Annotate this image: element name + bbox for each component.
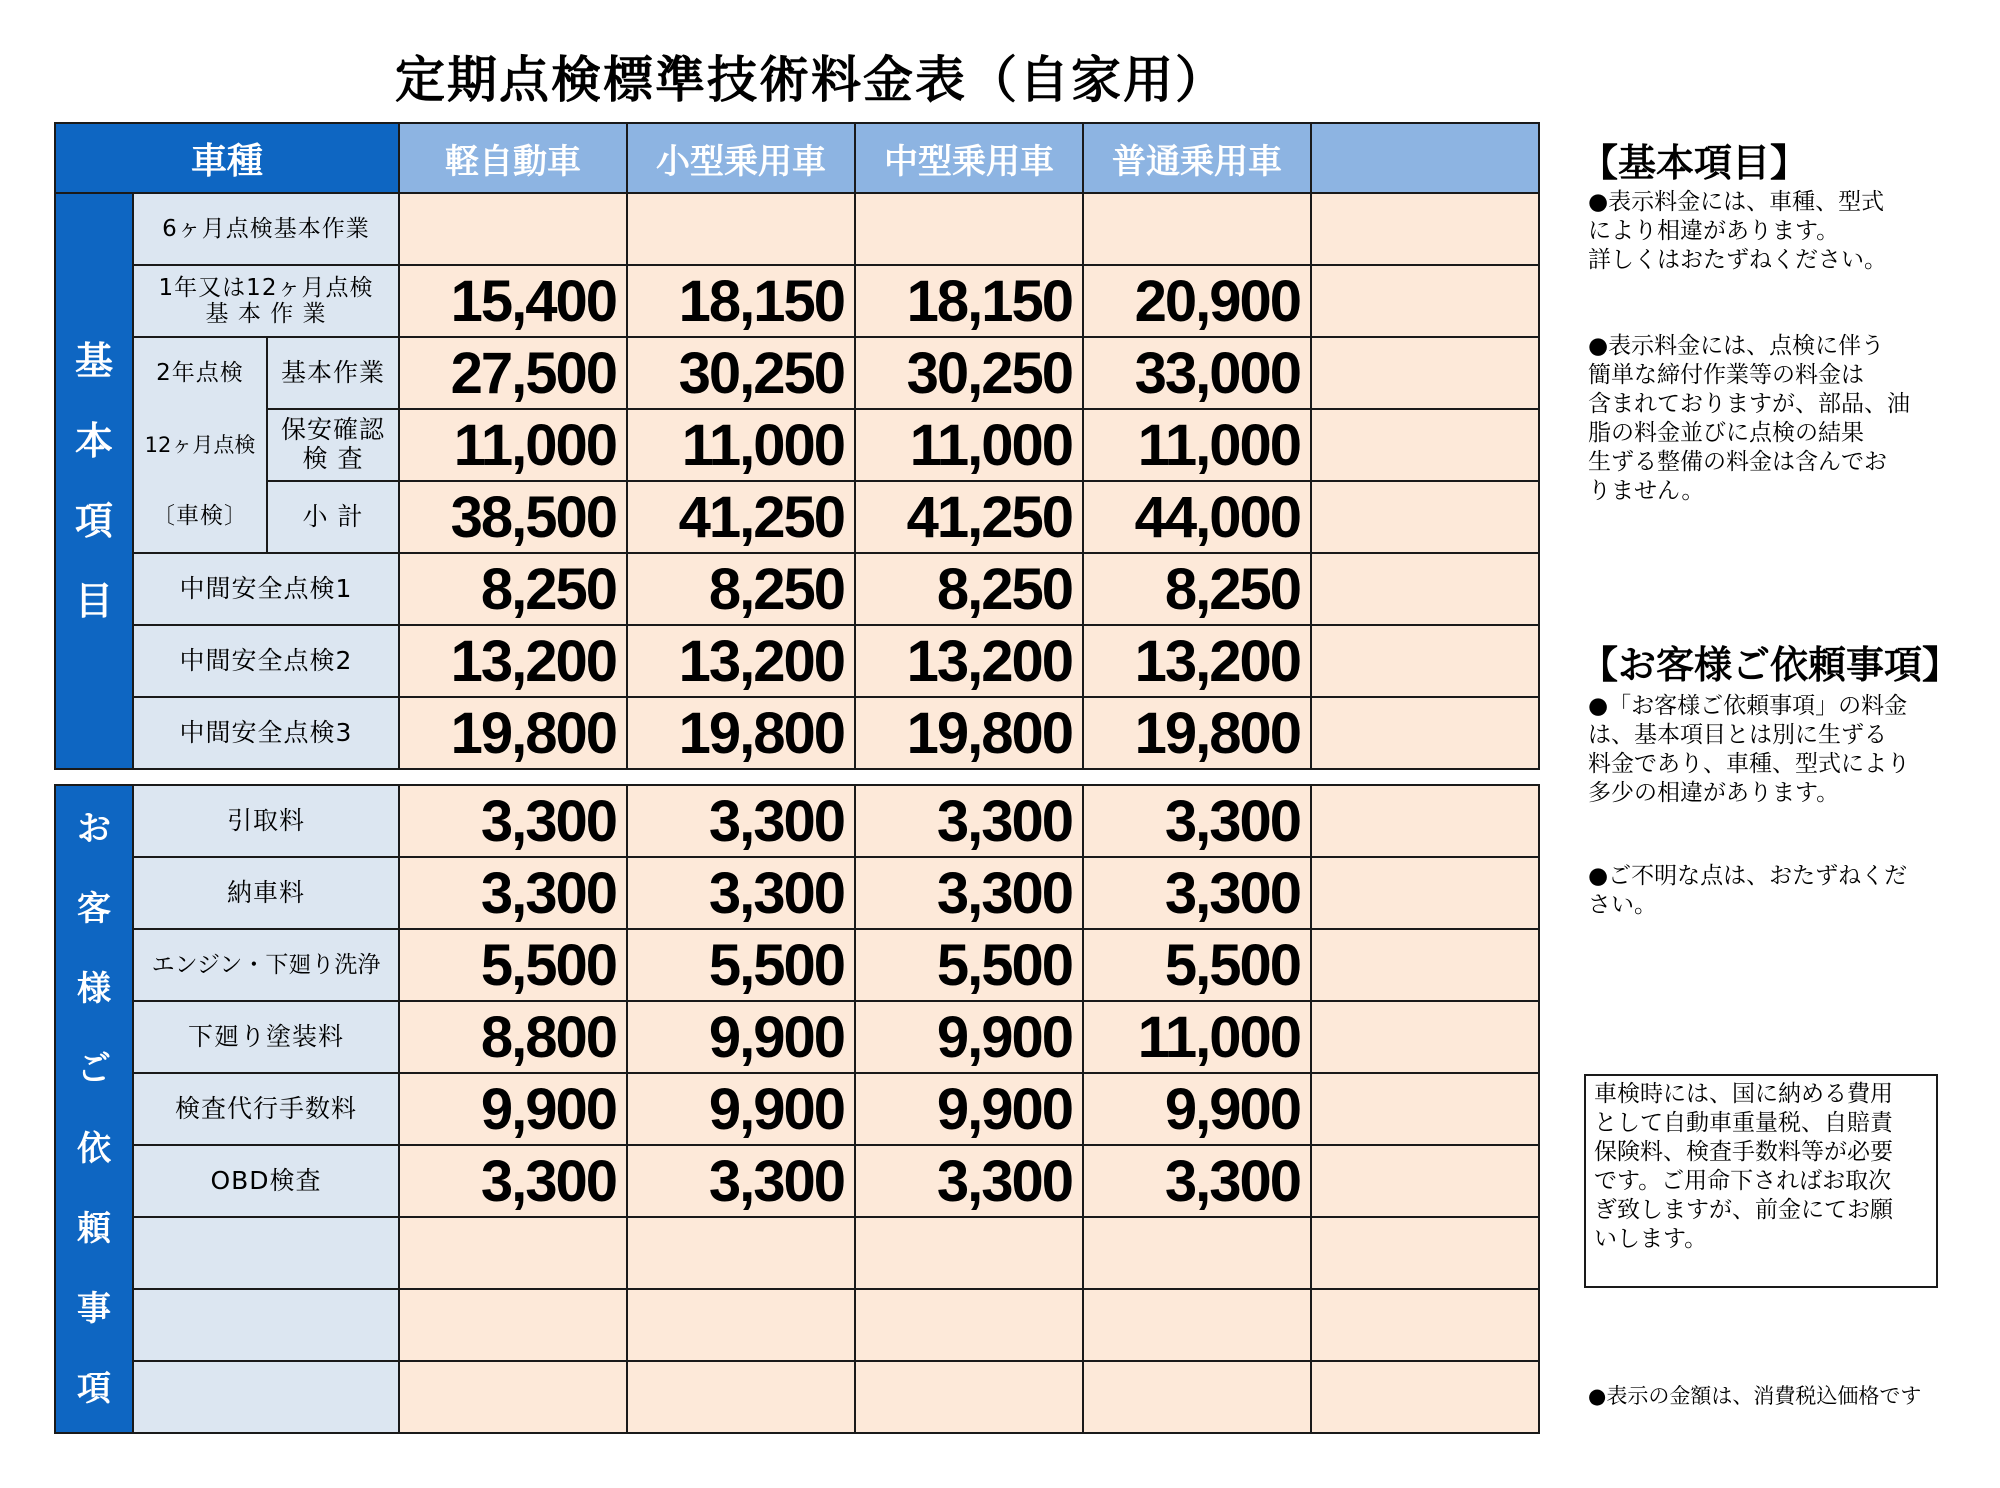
row-label-interim-2: 中間安全点検2 <box>133 625 399 697</box>
price-cell-blank <box>1311 785 1539 857</box>
price-cell-blank <box>855 1361 1083 1433</box>
price-cell-blank <box>399 1217 627 1289</box>
price-cell-blank <box>399 1289 627 1361</box>
price-cell: 9,900 <box>855 1073 1083 1145</box>
price-cell: 3,300 <box>627 785 855 857</box>
header-medium: 中型乗用車 <box>855 123 1083 193</box>
price-cell-blank <box>1311 857 1539 929</box>
row-group-12month: 12ヶ月点検 <box>133 409 267 481</box>
request-notes-para-2: ●ご不明な点は、おたずねくだ さい。 <box>1588 863 1908 918</box>
row-label-interim-1: 中間安全点検1 <box>133 553 399 625</box>
row-label-empty <box>133 1217 399 1289</box>
price-cell-blank <box>1311 193 1539 265</box>
price-cell: 5,500 <box>855 929 1083 1001</box>
row-label-interim-3: 中間安全点検3 <box>133 697 399 769</box>
price-cell-blank <box>1311 1361 1539 1433</box>
price-cell: 11,000 <box>1083 1001 1311 1073</box>
row-label-6month: 6ヶ月点検基本作業 <box>133 193 399 265</box>
price-cell: 20,900 <box>1083 265 1311 337</box>
price-cell: 3,300 <box>627 857 855 929</box>
price-cell: 3,300 <box>855 1145 1083 1217</box>
row-label-safety-check: 保安確認 検 査 <box>267 409 399 481</box>
row-label-inspection-agency: 検査代行手数料 <box>133 1073 399 1145</box>
price-cell: 13,200 <box>855 625 1083 697</box>
price-cell: 11,000 <box>855 409 1083 481</box>
price-cell: 3,300 <box>855 857 1083 929</box>
price-cell: 38,500 <box>399 481 627 553</box>
price-cell: 5,500 <box>1083 929 1311 1001</box>
price-cell: 19,800 <box>399 697 627 769</box>
price-cell: 5,500 <box>399 929 627 1001</box>
price-cell: 9,900 <box>627 1001 855 1073</box>
header-small: 小型乗用車 <box>627 123 855 193</box>
price-cell: 8,250 <box>399 553 627 625</box>
price-cell <box>399 193 627 265</box>
row-label-engine-wash: エンジン・下廻り洗浄 <box>133 929 399 1001</box>
price-cell-blank <box>1311 553 1539 625</box>
row-group-2year: 2年点検 <box>133 337 267 409</box>
price-cell-blank <box>855 1289 1083 1361</box>
price-cell: 30,250 <box>855 337 1083 409</box>
request-notes-heading: 【お客様ご依頼事項】 <box>1580 643 1961 687</box>
price-cell: 9,900 <box>399 1073 627 1145</box>
price-cell: 3,300 <box>627 1145 855 1217</box>
tax-included-footnote: ●表示の金額は、消費税込価格です <box>1588 1384 1922 1408</box>
price-cell-blank <box>627 1361 855 1433</box>
price-cell: 11,000 <box>1083 409 1311 481</box>
price-cell-blank <box>1083 1217 1311 1289</box>
row-label-subtotal: 小 計 <box>267 481 399 553</box>
row-label-basic-work: 基本作業 <box>267 337 399 409</box>
basic-notes-para-1: ●表示料金には、車種、型式 により相違があります。 詳しくはおたずねください。 <box>1588 189 1887 273</box>
row-label-empty <box>133 1289 399 1361</box>
price-cell: 3,300 <box>1083 1145 1311 1217</box>
price-cell <box>855 193 1083 265</box>
price-cell-blank <box>1311 697 1539 769</box>
price-cell: 3,300 <box>855 785 1083 857</box>
header-vehicle-type: 車種 <box>55 123 399 193</box>
price-cell: 3,300 <box>399 1145 627 1217</box>
request-fee-table <box>54 784 1540 1434</box>
row-group-shaken: 〔車検〕 <box>133 481 267 553</box>
price-cell: 19,800 <box>1083 697 1311 769</box>
price-cell-blank <box>1083 1289 1311 1361</box>
price-cell: 18,150 <box>627 265 855 337</box>
row-label-pickup: 引取料 <box>133 785 399 857</box>
row-label-undercoat: 下廻り塗装料 <box>133 1001 399 1073</box>
price-cell: 8,250 <box>855 553 1083 625</box>
price-cell-blank <box>1311 265 1539 337</box>
price-cell: 8,250 <box>1083 553 1311 625</box>
price-cell-blank <box>1311 1145 1539 1217</box>
price-cell-blank <box>1311 481 1539 553</box>
page-title: 定期点検標準技術料金表（自家用） <box>395 51 1227 109</box>
price-cell-blank <box>627 1217 855 1289</box>
price-cell-blank <box>399 1361 627 1433</box>
price-cell: 9,900 <box>1083 1073 1311 1145</box>
price-cell-blank <box>1311 1073 1539 1145</box>
request-notes-para-1: ●「お客様ご依頼事項」の料金 は、基本項目とは別に生ずる 料金であり、車種、型式により 多少の相違があります。 <box>1588 693 1910 806</box>
price-cell: 3,300 <box>1083 857 1311 929</box>
price-cell-blank <box>1311 337 1539 409</box>
price-cell-blank <box>1311 625 1539 697</box>
price-cell-blank <box>627 1289 855 1361</box>
basic-notes-heading: 【基本項目】 <box>1580 141 1809 185</box>
price-cell-blank <box>1311 929 1539 1001</box>
price-cell: 3,300 <box>399 785 627 857</box>
row-label-obd: OBD検査 <box>133 1145 399 1217</box>
price-cell-blank <box>1083 1361 1311 1433</box>
price-cell: 13,200 <box>1083 625 1311 697</box>
request-side-label: お 客 様 ご 依 頼 事 項 <box>55 785 133 1433</box>
basic-fee-table <box>54 122 1540 770</box>
price-cell-blank <box>1311 1217 1539 1289</box>
header-standard: 普通乗用車 <box>1083 123 1311 193</box>
price-cell: 5,500 <box>627 929 855 1001</box>
price-cell: 11,000 <box>627 409 855 481</box>
inspection-fee-notice-box: 車検時には、国に納める費用 として自動車重量税、自賠責 保険料、検査手数料等が必要 です。ご用命下さればお取次 ぎ致しますが、前金にてお願 いします。 <box>1584 1074 1938 1288</box>
header-blank <box>1311 123 1539 193</box>
price-cell: 9,900 <box>855 1001 1083 1073</box>
price-cell: 41,250 <box>627 481 855 553</box>
basic-side-label: 基 本 項 目 <box>55 193 133 769</box>
price-cell-blank <box>1311 409 1539 481</box>
price-cell-blank <box>855 1217 1083 1289</box>
price-cell: 41,250 <box>855 481 1083 553</box>
price-cell: 19,800 <box>627 697 855 769</box>
price-cell <box>1083 193 1311 265</box>
price-cell: 18,150 <box>855 265 1083 337</box>
price-cell: 8,250 <box>627 553 855 625</box>
price-cell: 13,200 <box>399 625 627 697</box>
price-cell: 9,900 <box>627 1073 855 1145</box>
price-cell: 15,400 <box>399 265 627 337</box>
price-cell: 30,250 <box>627 337 855 409</box>
price-cell-blank <box>1311 1001 1539 1073</box>
price-cell: 8,800 <box>399 1001 627 1073</box>
row-label-delivery: 納車料 <box>133 857 399 929</box>
price-cell: 3,300 <box>1083 785 1311 857</box>
price-cell: 19,800 <box>855 697 1083 769</box>
price-cell: 44,000 <box>1083 481 1311 553</box>
row-label-12month: 1年又は12ヶ月点検 基 本 作 業 <box>133 265 399 337</box>
header-kei: 軽自動車 <box>399 123 627 193</box>
price-cell-blank <box>1311 1289 1539 1361</box>
price-cell: 13,200 <box>627 625 855 697</box>
price-cell: 3,300 <box>399 857 627 929</box>
price-cell: 27,500 <box>399 337 627 409</box>
price-cell: 11,000 <box>399 409 627 481</box>
price-cell <box>627 193 855 265</box>
price-cell: 33,000 <box>1083 337 1311 409</box>
basic-notes-para-2: ●表示料金には、点検に伴う 簡単な締付作業等の料金は 含まれておりますが、部品、油 脂の料金並びに点検の結果 生ずる整備の料金は含んでお りません。 <box>1588 333 1910 504</box>
row-label-empty <box>133 1361 399 1433</box>
